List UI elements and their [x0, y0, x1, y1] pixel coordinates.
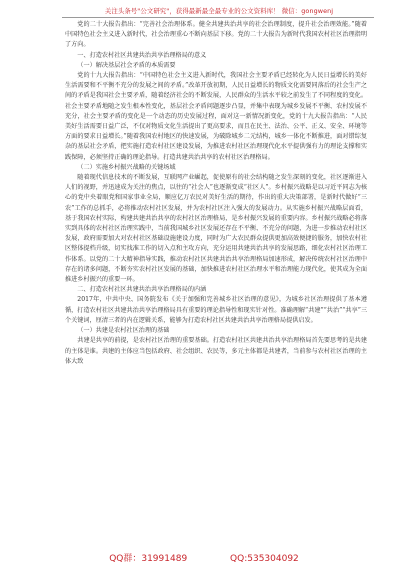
paragraph: 随着现代信息技术的不断发展，互联网产业崛起，促使原有的社会结构随之发生深刻的变化，社区逐渐进入人们的视野，并迅速成为关注的焦点，以往的“社会人”也逐渐变成“社区人”。乡村振兴战略是以习近平同志为核心的党中央着眼党和国家事业全局，顺应亿万农民对美好生活的期待，作出的重大决策部署，是新时代做好“三农”工作的总抓手，必将推动农村社区发展，并为农村社区注入强大的发展动力。从实施乡村振兴战略层面看，基于我国农村实际，构建共建共治共享的农村社区治理格局，是乡村振兴发展的重要内容。乡村振兴战略必将落实到具体的农村社区治理实践中，当前我国城乡社区发展还存在不平衡、不充分的问题，为进一步推动农村社区发展，政府需要加大对农村社区基础设施建设力度，同时为广大农民群众提供更加高效便捷的服务，加快农村社区整体提档升级，切实找准工作的切入点和主攻方向，充分运用共建共治共享的发展思路，细化农村社区治理工作体系。以党的二十大精神指导实践，推动农村社区共建共治共享治理格局加速形成，解决传统农村社区治理中存在的诸多问题，不断夯实农村社区发展的基础，加快推进农村社区治理水平和治理能力现代化，使其成为全面推进乡村振兴的重要一环。	[65, 174, 367, 284]
paragraph: 共建是共享的前提，是农村社区治理的重要基础。打造农村社区共建共治共享治理格局首先要思考的是共建的主体是谁。共建的主体应当包括政府、社会组织、农民等，多元主体都是共建者，当前参与农村社区治理的主体大致	[65, 337, 367, 365]
header-divider	[62, 17, 374, 18]
paragraph: 党的十九大报告指出：“中国特色社会主义进入新时代，我国社会主要矛盾已经转化为人民日益增长的美好生活需要和不平衡不充分的发展之间的矛盾。”改革开放初期，人民日益增长的物质文化需要同落后的社会生产之间的矛盾是我国社会主要矛盾，随着经济社会的不断发展，人民群众的生活水平较之前发生了不同程度的变化。社会主要矛盾地随之发生根本性变化，基层社会矛盾问题逐步凸显，并集中表现为城乡发展不平衡、农村发展不充分，社会主要矛盾的变化是一个动态的历史发展过程，面对这一新情况新变化，党的十九大报告指出：“人民美好生活需要日益广泛，不仅对物质文化生活提出了更高要求，而且在民主、法治、公平、正义、安全、环境等方面的要求日益增长。”随着我国农村地区的快速发展，为破除城乡二元结构，城乡一体化不断推进，面对错综复杂的基层社会矛盾，把实施打造农村社区建设发展，为推进农村社区治理现代化水平提供强有力的理论支撑和实践保障，必须坚持正确的理论指导。打造共建共治共享的农村社区治理格局。	[65, 72, 367, 161]
page-footer	[0, 551, 408, 564]
paragraph: 2017年，中共中央、国务院发布《关于加强和完善城乡社区治理的意见》，为城乡社区治理提供了基本遵循，打造农村社区共建共治共享治理格局具有重要的理论指导性和现实针对性。准确理解“共建”“共治”“共享”三个关键词，厘清三者的内在逻辑关系，能够为打造农村社区共建共治共享治理格局提供启发。	[65, 296, 367, 324]
subsection-heading: （一）解决基层社会矛盾的本质需要	[77, 61, 176, 69]
section-heading: 一、打造农村社区共建共治共享治理格局的意义	[77, 51, 207, 59]
subsection-heading: （一）共建是农村社区治理的基础	[77, 327, 170, 335]
footer-qq-group: QQ群：31991489	[109, 554, 188, 564]
paragraph: 党的二十大报告指出：“完善社会治理体系。健全共建共治共享的社会治理制度，提升社会治理效能。”随着中国特色社会主义进入新时代，社会治理重心不断向基层下移。党的二十大报告为新时代我国农村社区治理指明了方向。	[65, 21, 367, 49]
page-header: 关注头条号"公文研究"，获得最新最全最专业的公文资料库！ 微信：gongwenj	[104, 7, 334, 15]
article-body	[65, 20, 367, 367]
section-heading: 二、打造农村社区共建共治共享治理格局的内涵	[77, 286, 207, 294]
footer-qq-contact: QQ:535304092	[230, 554, 299, 564]
subsection-heading: （二）实施乡村振兴战略的关键场域	[77, 163, 176, 171]
